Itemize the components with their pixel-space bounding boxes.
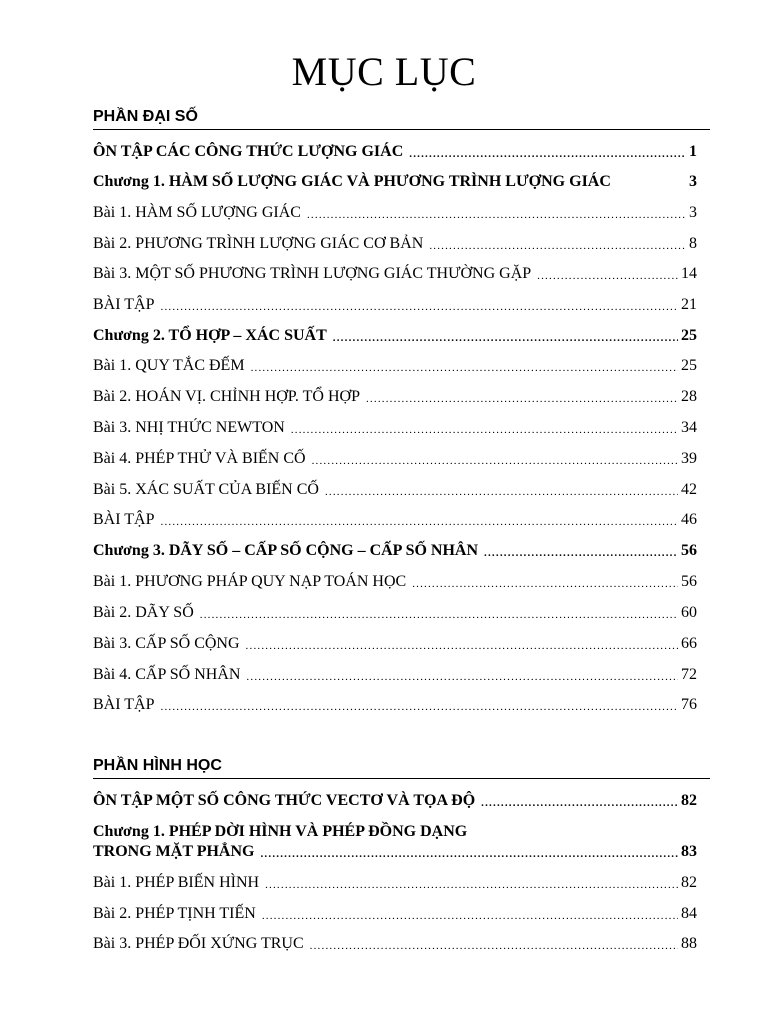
toc-entry-page: 39 [681, 450, 697, 467]
toc-entry-label: Bài 3. NHỊ THỨC NEWTON [93, 419, 285, 436]
toc-entry[interactable] [93, 871, 697, 893]
toc-entry-page: 25 [681, 357, 697, 374]
toc-entry[interactable] [93, 232, 697, 254]
toc-entry[interactable] [93, 293, 697, 315]
toc-entry-page: 88 [681, 935, 697, 952]
toc-entry[interactable] [93, 932, 697, 954]
toc-entry-page: 66 [681, 635, 697, 652]
toc-entry-label: BÀI TẬP [93, 511, 155, 528]
dot-leader [325, 484, 678, 500]
toc-entry-label: Bài 2. HOÁN VỊ. CHỈNH HỢP. TỔ HỢP [93, 388, 360, 405]
toc-entry-label: Bài 4. PHÉP THỬ VÀ BIẾN CỐ [93, 450, 306, 467]
dot-leader [200, 607, 678, 623]
dot-leader [251, 360, 678, 376]
page-title: MỤC LỤC [291, 49, 477, 94]
toc-entry-page: 34 [681, 419, 697, 436]
toc-entry-page: 14 [681, 265, 697, 282]
dot-leader [429, 238, 686, 254]
toc-entry[interactable] [93, 902, 697, 924]
toc-entry-page: 28 [681, 388, 697, 405]
toc-entry[interactable] [93, 601, 697, 623]
toc-entry[interactable] [93, 324, 697, 346]
toc-entry[interactable] [93, 447, 697, 469]
dot-leader [246, 638, 678, 654]
toc-entry[interactable] [93, 632, 697, 654]
dot-leader [246, 669, 678, 685]
dot-leader [291, 422, 678, 438]
toc-entry[interactable] [93, 663, 697, 685]
toc-entry[interactable] [93, 170, 697, 192]
toc-entry[interactable] [93, 478, 697, 500]
toc-entry-label: Bài 4. CẤP SỐ NHÂN [93, 666, 241, 683]
toc-entry[interactable] [93, 140, 697, 162]
toc-entry-page: 25 [681, 327, 697, 344]
toc-entry-label: BÀI TẬP [93, 296, 155, 313]
toc-entry-label: Chương 1. HÀM SỐ LƯỢNG GIÁC VÀ PHƯƠNG TRÌNH LƯỢNG GIÁC [93, 173, 611, 190]
toc-entry[interactable] [93, 539, 697, 561]
dot-leader [484, 545, 678, 561]
toc-entry-label: Bài 3. PHÉP ĐỐI XỨNG TRỤC [93, 935, 304, 952]
toc-entry-label: TRONG MẶT PHẲNG [93, 843, 255, 860]
toc-entry-page: 42 [681, 481, 697, 498]
toc-entry-label: Bài 3. MỘT SỐ PHƯƠNG TRÌNH LƯỢNG GIÁC THƯỜNG GẶP [93, 265, 532, 282]
toc-entry[interactable] [93, 570, 697, 592]
toc-entry-label: Chương 2. TỔ HỢP – XÁC SUẤT [93, 327, 327, 344]
toc-entry-page: 72 [681, 666, 697, 683]
toc-entry-label: Bài 1. PHƯƠNG PHÁP QUY NẠP TOÁN HỌC [93, 573, 407, 590]
toc-entry-label: Chương 3. DÃY SỐ – CẤP SỐ CỘNG – CẤP SỐ NHÂN [93, 542, 479, 559]
dot-leader [265, 877, 678, 893]
dot-leader [537, 268, 678, 284]
dot-leader [481, 795, 678, 811]
toc-entry-label: Bài 2. DÃY SỐ [93, 604, 194, 621]
toc-entry[interactable] [93, 201, 697, 223]
toc-entry-page: 56 [681, 573, 697, 590]
toc-entry-label: Bài 2. PHƯƠNG TRÌNH LƯỢNG GIÁC CƠ BẢN [93, 235, 424, 252]
toc-entry-page: 84 [681, 905, 697, 922]
toc-entry-label: Bài 2. PHÉP TỊNH TIẾN [93, 905, 256, 922]
toc-entry-label: Bài 5. XÁC SUẤT CỦA BIẾN CỐ [93, 481, 319, 498]
toc-entry[interactable] [93, 416, 697, 438]
toc-entry-page: 8 [689, 235, 697, 252]
toc-entry-label: Bài 1. HÀM SỐ LƯỢNG GIÁC [93, 204, 301, 221]
dot-leader [161, 699, 679, 715]
dot-leader [161, 299, 679, 315]
toc-entry-page: 3 [689, 204, 697, 221]
toc-entry-label: BÀI TẬP [93, 696, 155, 713]
toc-entry[interactable] [93, 508, 697, 530]
toc-entry[interactable] [93, 354, 697, 376]
toc-entry[interactable] [93, 385, 697, 407]
toc-entry[interactable] [93, 840, 697, 862]
toc-entry[interactable] [93, 789, 697, 811]
toc-entry-page: 60 [681, 604, 697, 621]
toc-entry-page: 83 [681, 843, 697, 860]
toc-entry-page: 46 [681, 511, 697, 528]
toc-entry-label: Bài 1. QUY TẮC ĐẾM [93, 357, 245, 374]
toc-entry-label: ÔN TẬP CÁC CÔNG THỨC LƯỢNG GIÁC [93, 143, 404, 160]
toc-entry-label: Bài 1. PHÉP BIẾN HÌNH [93, 874, 260, 891]
toc-entry[interactable] [93, 693, 697, 715]
dot-leader [366, 391, 678, 407]
dot-leader [260, 846, 678, 862]
toc-entry-label: ÔN TẬP MỘT SỐ CÔNG THỨC VECTƠ VÀ TỌA ĐỘ [93, 792, 476, 809]
dot-leader [412, 576, 678, 592]
dot-leader [262, 908, 678, 924]
dot-leader [333, 330, 678, 346]
toc-entry-label: Bài 3. CẤP SỐ CỘNG [93, 635, 240, 652]
toc-entry-page: 82 [681, 792, 697, 809]
dot-leader [310, 938, 678, 954]
toc-entry-page: 21 [681, 296, 697, 313]
toc-entry-page: 76 [681, 696, 697, 713]
dot-leader [161, 514, 679, 530]
dot-leader [409, 146, 686, 162]
toc-entry[interactable] [93, 262, 697, 284]
dot-leader [307, 207, 686, 223]
section-heading-algebra: PHẦN ĐẠI SỐ [93, 108, 710, 130]
section-heading-geometry: PHẦN HÌNH HỌC [93, 757, 710, 779]
toc-entry-page: 1 [689, 143, 697, 160]
toc-entry-page: 82 [681, 874, 697, 891]
dot-leader [312, 453, 678, 469]
toc-entry-page: 56 [681, 542, 697, 559]
toc-entry-chapter-first-line[interactable]: Chương 1. PHÉP DỜI HÌNH VÀ PHÉP ĐỒNG DẠNG [93, 823, 468, 840]
toc-entry-page: 3 [689, 173, 697, 190]
